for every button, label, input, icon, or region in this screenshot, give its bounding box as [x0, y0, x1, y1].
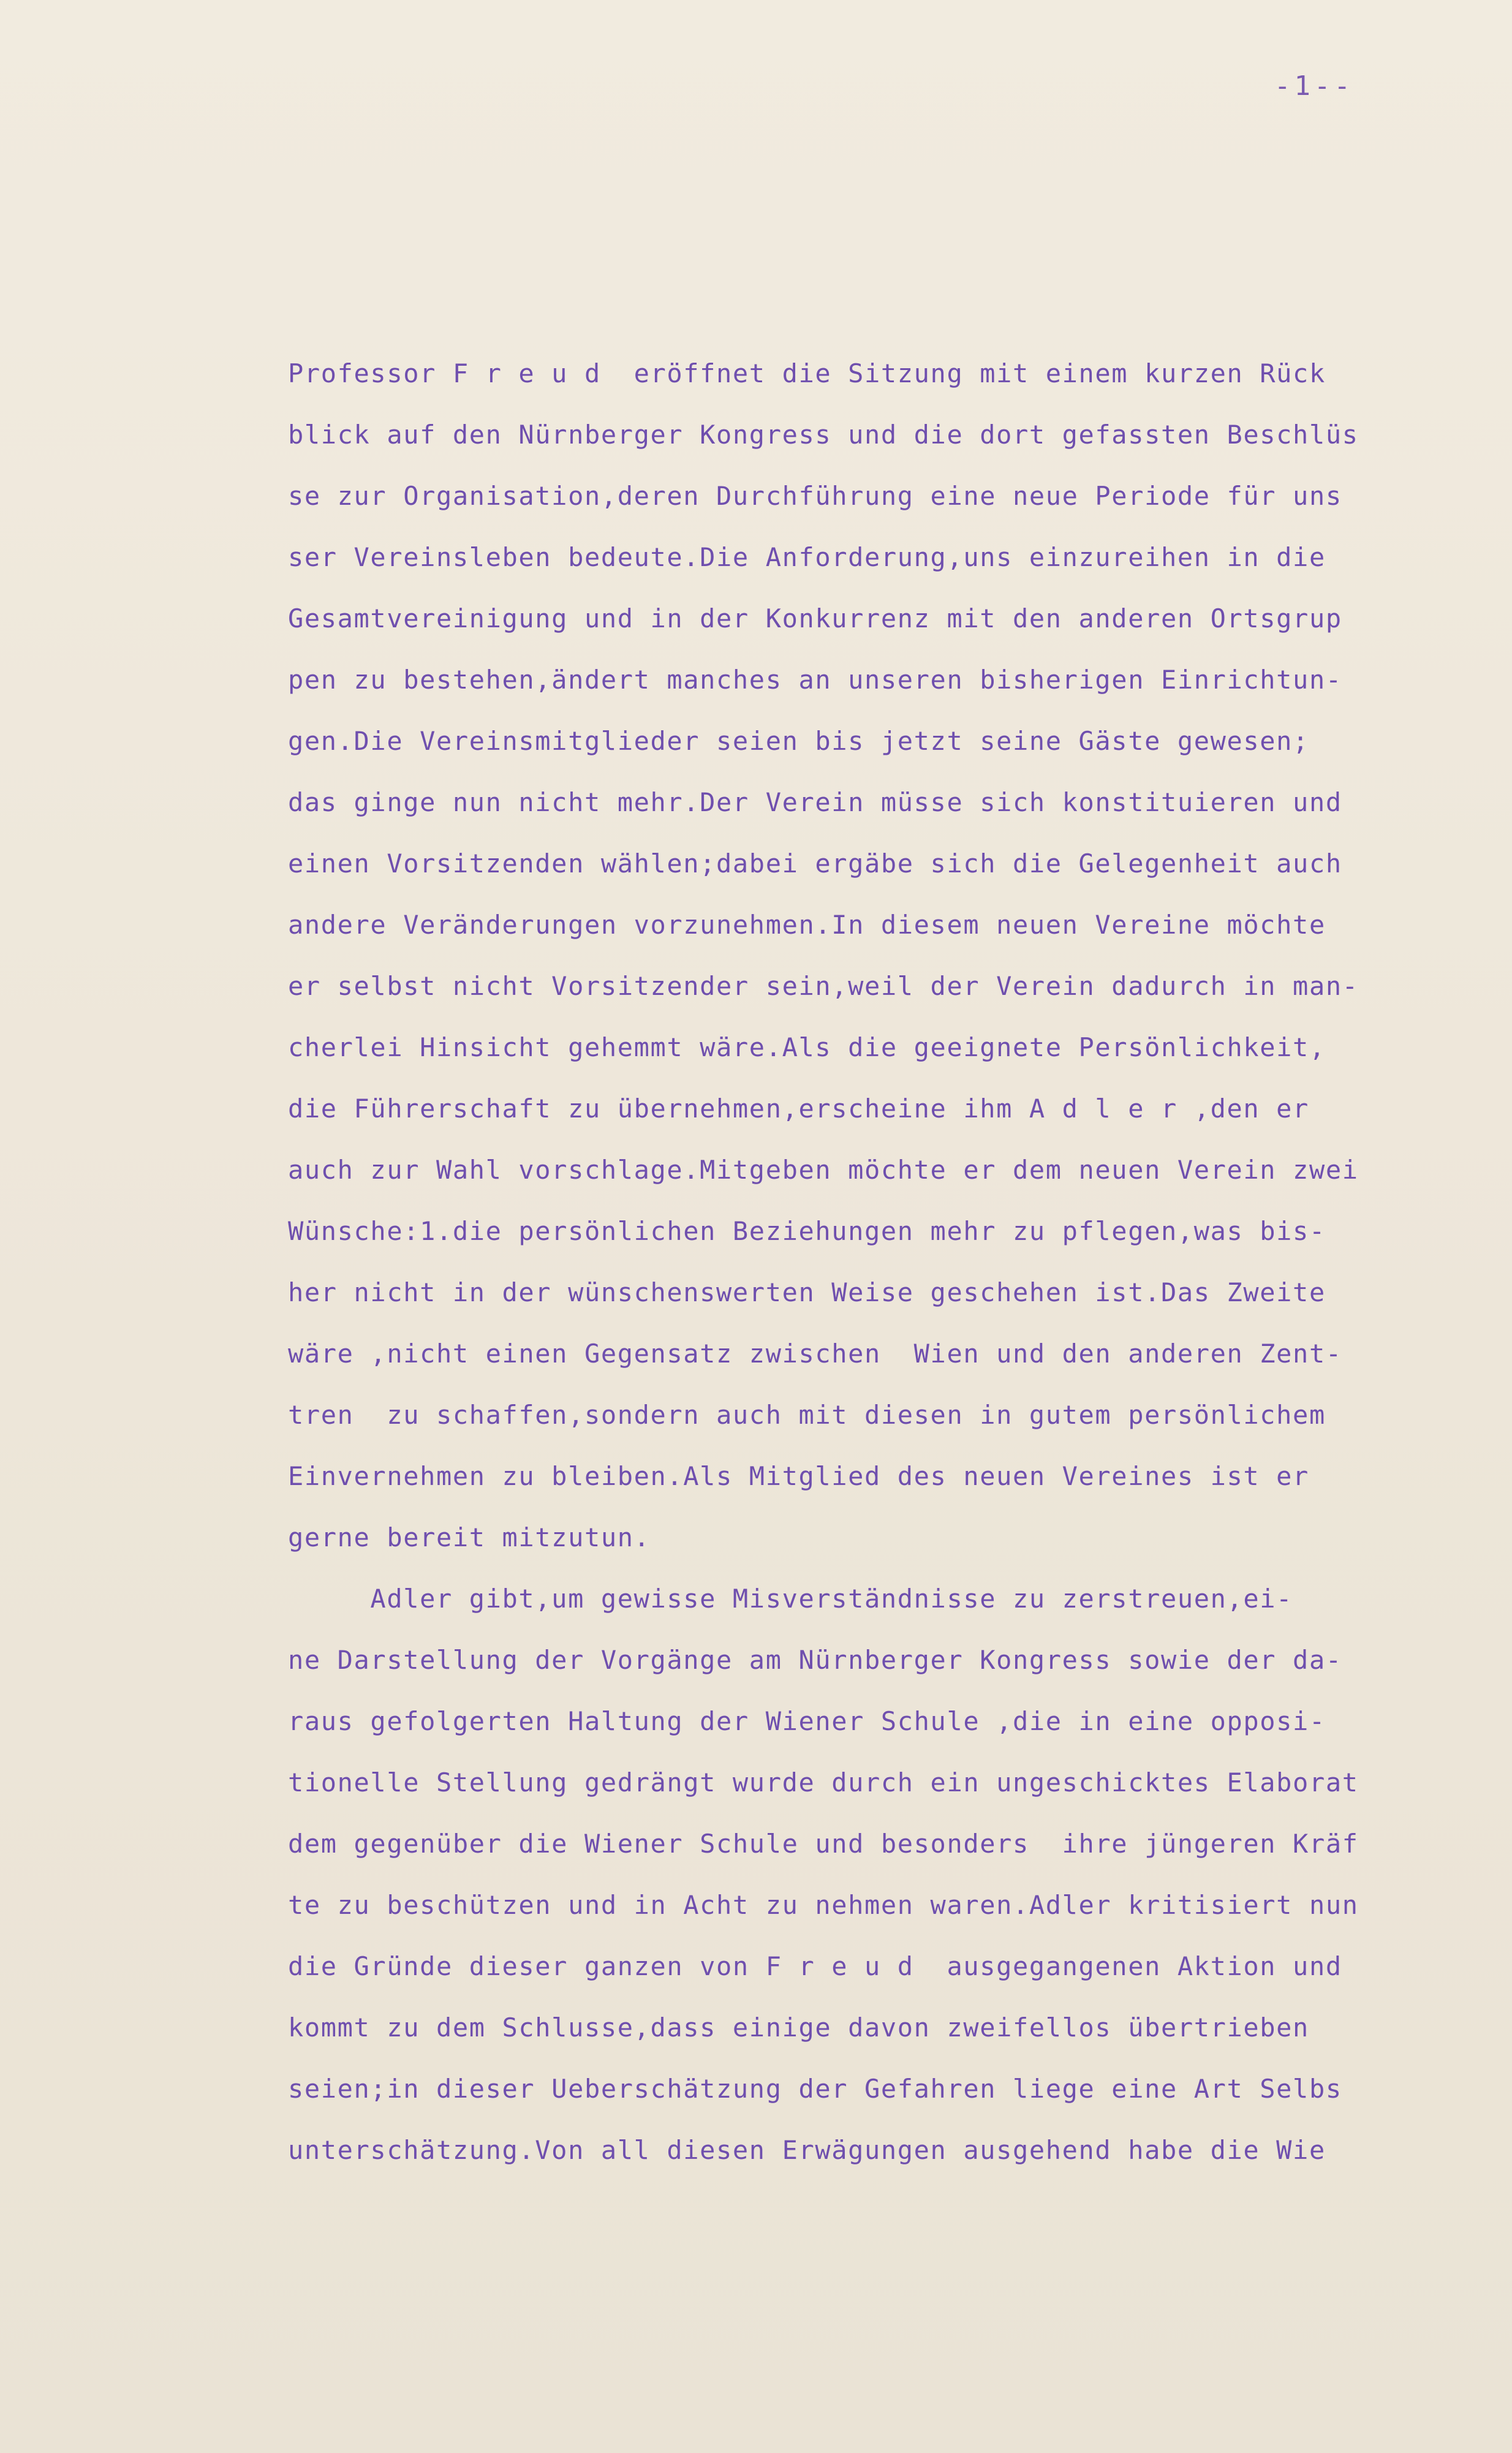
page-number: -1-- [1274, 70, 1354, 102]
text-line: Professor F r e u d eröffnet die Sitzung mit einem kurzen Rück [288, 358, 1326, 388]
text-line: tren zu schaffen,sondern auch mit diesen in gutem persönlichem [288, 1400, 1326, 1430]
text-line: andere Veränderungen vorzunehmen.In diesem neuen Vereine möchte [288, 910, 1326, 940]
text-line: ser Vereinsleben bedeute.Die Anforderung,uns einzureihen in die [288, 542, 1326, 572]
text-line: die Führerschaft zu übernehmen,erscheine ihm A d l e r ,den er [288, 1094, 1309, 1124]
text-line: cherlei Hinsicht gehemmt wäre.Als die geeignete Persönlichkeit, [288, 1032, 1326, 1062]
text-line: raus gefolgerten Haltung der Wiener Schule ,die in eine opposi- [288, 1706, 1326, 1736]
text-line: wäre ,nicht einen Gegensatz zwischen Wien und den anderen Zent- [288, 1339, 1342, 1369]
text-line: gen.Die Vereinsmitglieder seien bis jetzt seine Gäste gewesen; [288, 726, 1309, 756]
text-line: tionelle Stellung gedrängt wurde durch ein ungeschicktes Elaborat [288, 1767, 1359, 1797]
text-line: auch zur Wahl vorschlage.Mitgeben möchte er dem neuen Verein zwei [288, 1155, 1359, 1185]
text-line: pen zu bestehen,ändert manches an unseren bisherigen Einrichtun- [288, 665, 1342, 695]
text-line: Wünsche:1.die persönlichen Beziehungen mehr zu pflegen,was bis- [288, 1216, 1326, 1246]
text-line: seien;in dieser Ueberschätzung der Gefahren liege eine Art Selbs [288, 2074, 1342, 2104]
text-line: die Gründe dieser ganzen von F r e u d ausgegangenen Aktion und [288, 1951, 1342, 1981]
text-line: er selbst nicht Vorsitzender sein,weil der Verein dadurch in man- [288, 971, 1359, 1001]
text-line: unterschätzung.Von all diesen Erwägungen ausgehend habe die Wie [288, 2135, 1326, 2165]
text-line: kommt zu dem Schlusse,dass einige davon zweifellos übertrieben [288, 2013, 1309, 2043]
text-line: das ginge nun nicht mehr.Der Verein müsse sich konstituieren und [288, 787, 1342, 817]
text-line: blick auf den Nürnberger Kongress und die dort gefassten Beschlüs [288, 420, 1359, 450]
text-line: her nicht in der wünschenswerten Weise geschehen ist.Das Zweite [288, 1277, 1326, 1307]
text-line: Adler gibt,um gewisse Misverständnisse zu zerstreuen,ei- [288, 1584, 1293, 1614]
text-line: te zu beschützen und in Acht zu nehmen waren.Adler kritisiert nun [288, 1890, 1359, 1920]
text-line: gerne bereit mitzutun. [288, 1522, 651, 1552]
text-line: se zur Organisation,deren Durchführung eine neue Periode für uns [288, 481, 1342, 511]
text-line: einen Vorsitzenden wählen;dabei ergäbe sich die Gelegenheit auch [288, 849, 1342, 879]
text-line: ne Darstellung der Vorgänge am Nürnberger Kongress sowie der da- [288, 1645, 1342, 1675]
text-line: Einvernehmen zu bleiben.Als Mitglied des neuen Vereines ist er [288, 1461, 1309, 1491]
text-line: Gesamtvereinigung und in der Konkurrenz mit den anderen Ortsgrup [288, 603, 1342, 633]
text-line: dem gegenüber die Wiener Schule und besonders ihre jüngeren Kräf [288, 1829, 1359, 1859]
